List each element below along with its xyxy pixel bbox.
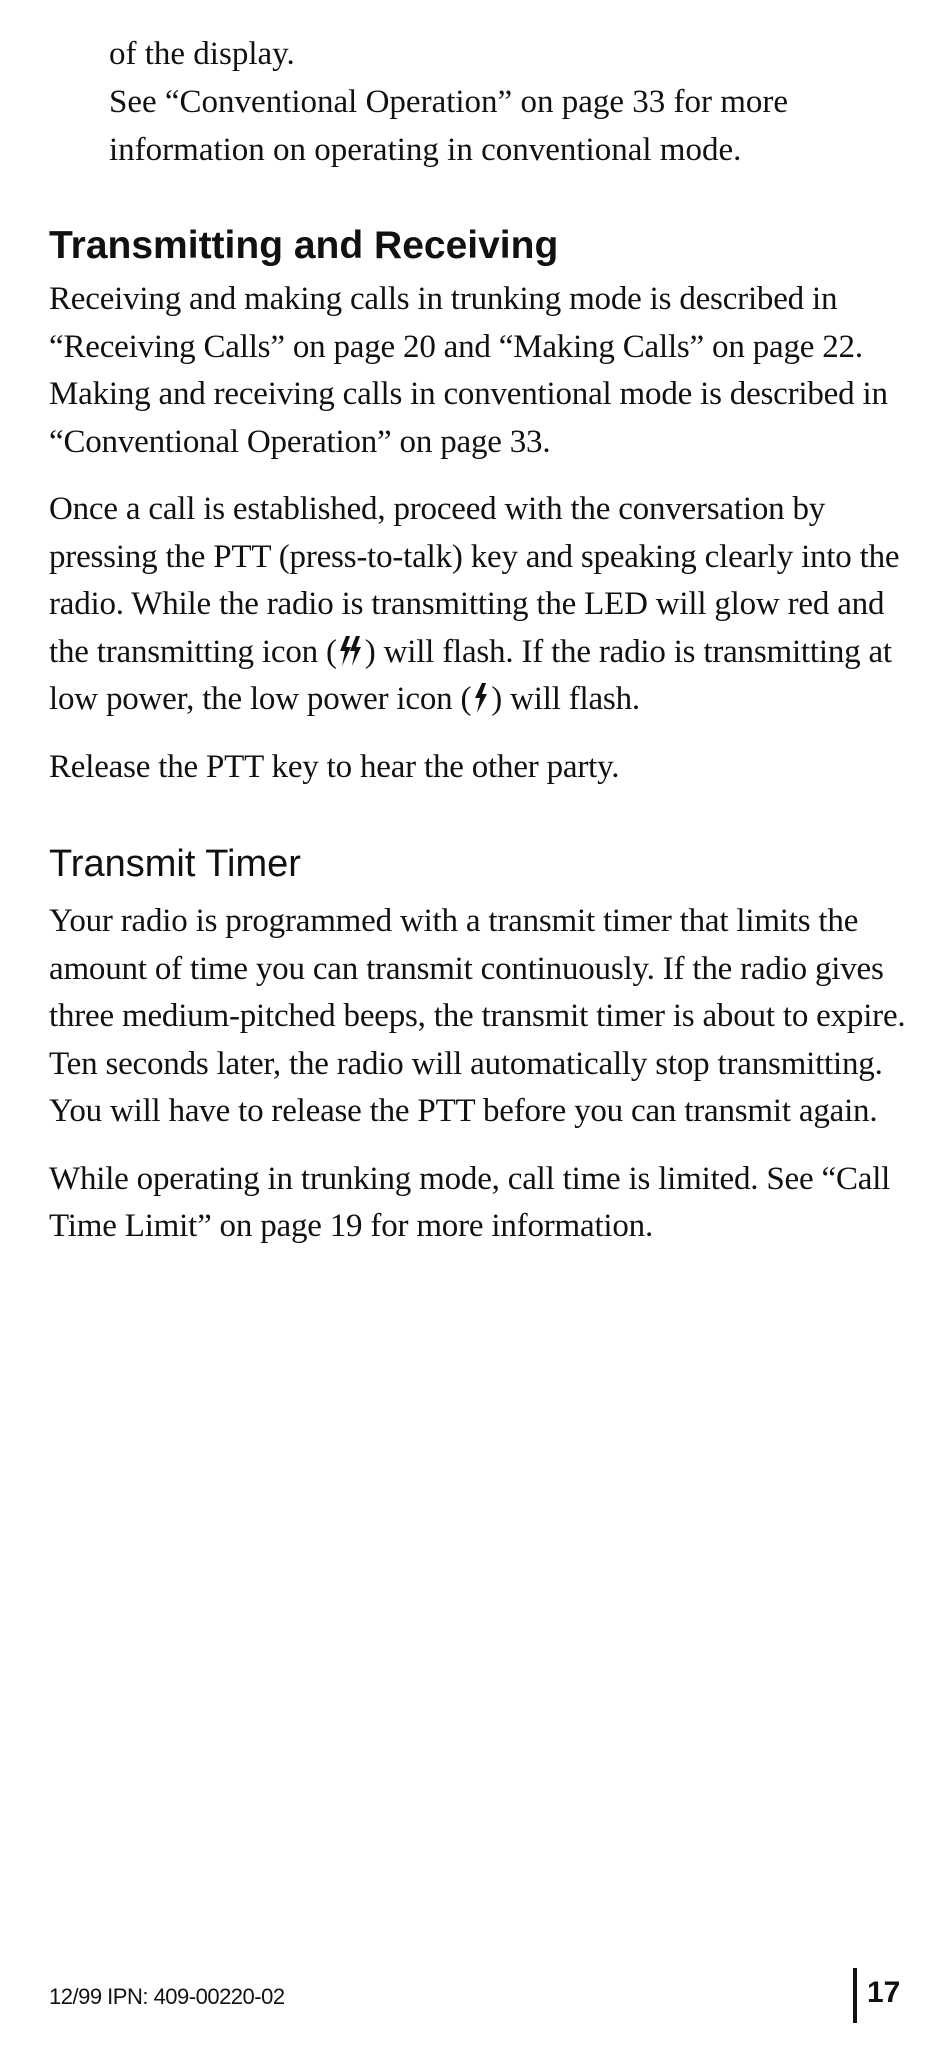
- paragraph-transmit-timer: Your radio is programmed with a transmit timer that limits the amount of time you can transmit continuously. If the radio gives three medium-pitched beeps, the transmit timer is about to expire. Ten seconds later, the radio will automatically stop transmitting. You will have to release the PTT before you can transmit again.: [49, 903, 906, 1129]
- transmitting-icon: [337, 634, 365, 668]
- intro-line: of the display.: [109, 36, 295, 72]
- footer-document-id: 12/99 IPN: 409-00220-02: [49, 1984, 285, 2009]
- paragraph-call-time-limit: While operating in trunking mode, call time is limited. See “Call Time Limit” on page 19 for more information.: [49, 1160, 891, 1244]
- paragraph-release-ptt: Release the PTT key to hear the other party.: [49, 748, 620, 785]
- section-heading-transmitting-receiving: Transmitting and Receiving: [49, 224, 559, 267]
- transmit-timer-section: [49, 840, 909, 1251]
- transmitting-receiving-section: [49, 222, 909, 791]
- paragraph-ptt-conversation: [49, 486, 909, 724]
- ptt-text-part-3: ) will flash.: [491, 681, 640, 717]
- ptt-text-part-2: ) will flash. If the radio is transmitting at low power, the low power icon (: [49, 633, 892, 717]
- low-power-icon: [471, 681, 491, 715]
- intro-paragraph: See “Conventional Operation” on page 33 for more information on operating in conventional mode.: [109, 84, 789, 168]
- footer-page-number: 17: [867, 1976, 901, 2009]
- footer-divider: [853, 1968, 857, 2023]
- paragraph-calls-described: Receiving and making calls in trunking mode is described in “Receiving Calls” on page 20 and “Making Calls” on page 22. Making and receiving calls in conventional mode is described in “Conventional Operation” on page 33.: [49, 281, 888, 460]
- section-heading-transmit-timer: Transmit Timer: [49, 843, 301, 885]
- intro-block: [109, 30, 909, 174]
- ptt-text-part-1: Once a call is established, proceed with the conversation by pressing the PTT (press-to-talk) key and speaking clearly into the radio. While the radio is transmitting the LED will glow red and the transmitting icon (: [49, 491, 900, 670]
